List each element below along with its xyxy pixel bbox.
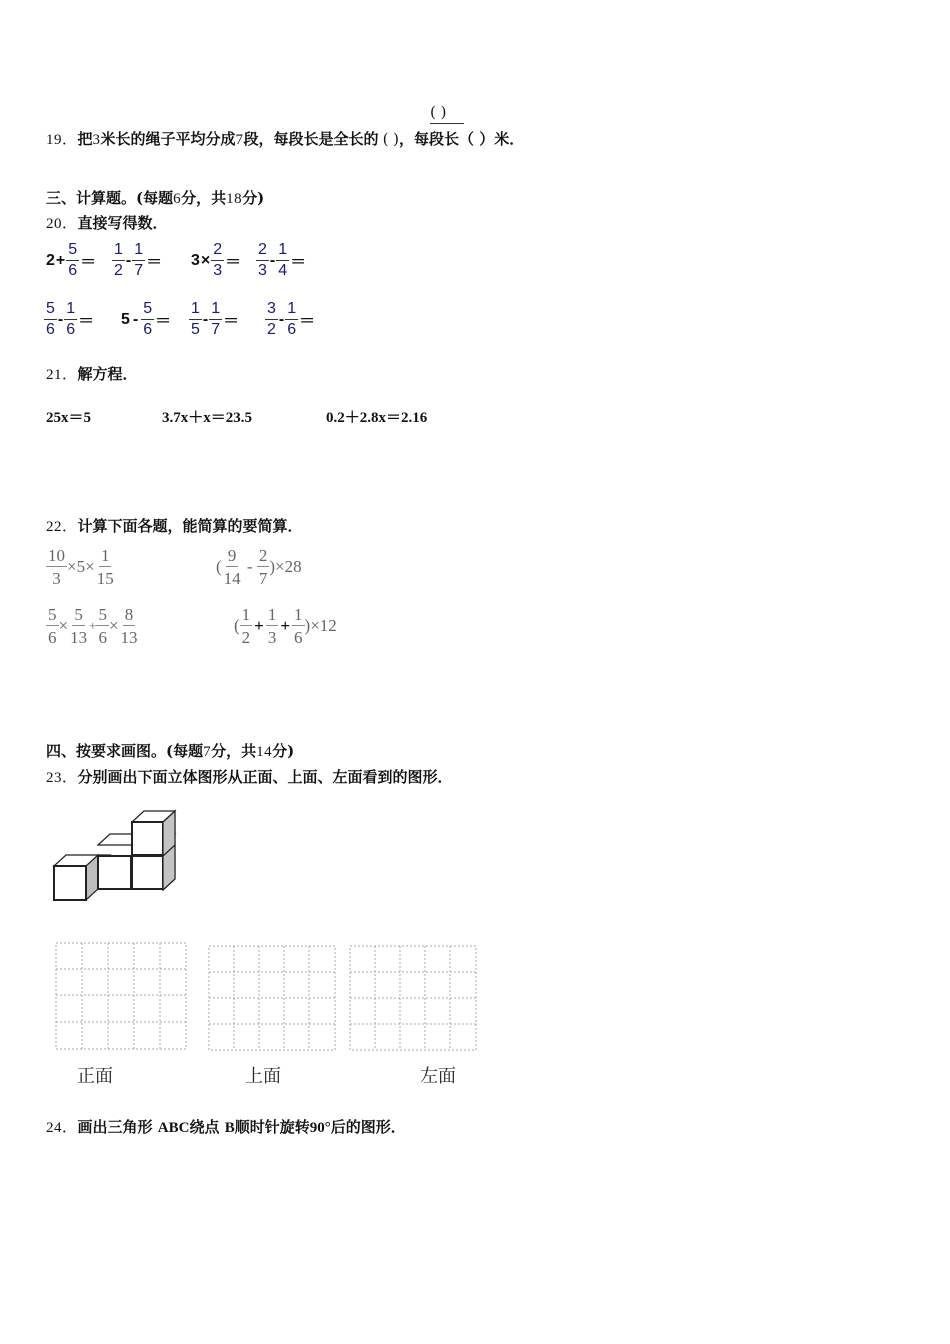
- section-4-heading: 四、按要求画图。(每题7分，共14分): [46, 742, 295, 760]
- cube-figure: [50, 808, 180, 904]
- q20-expr-1-4: $\frac{2}{3}$ - $\frac{1}{4}$ ＝: [258, 241, 307, 279]
- front-view-caption: 正面: [77, 1066, 113, 1086]
- top-view-caption: 上面: [245, 1066, 281, 1086]
- q22-problem-3: $\frac{5}{6}$ × $\frac{5}{13}$ + $\frac{5}{6}$ × $\frac{8}{13}$: [48, 605, 138, 647]
- q22-problem-2: ( $\frac{9}{14}$ - $\frac{2}{7}$ )×28: [216, 546, 302, 588]
- question-21: 21．解方程．: [46, 365, 138, 383]
- q19-fraction-bar: [430, 123, 464, 124]
- left-view-caption: 左面: [420, 1066, 456, 1086]
- q20-expr-1-3: 3 × $\frac{2}{3}$ ＝: [191, 241, 242, 279]
- q20-expr-2-3: $\frac{1}{5}$ - $\frac{1}{7}$ ＝: [191, 300, 240, 338]
- question-22: 22．计算下面各题，能简算的要简算．: [46, 517, 303, 535]
- q19-fraction-top: ( ): [430, 103, 447, 121]
- question-number: 19．: [46, 132, 78, 148]
- q20-expr-2-1: $\frac{5}{6}$ - $\frac{1}{6}$ ＝: [46, 300, 95, 338]
- question-23: 23．分别画出下面立体图形从正面、上面、左面看到的图形．: [46, 768, 453, 786]
- top-view-grid[interactable]: [208, 945, 336, 1051]
- question-20: 20．直接写得数．: [46, 214, 168, 232]
- q20-expr-1-1: 2 + $\frac{5}{6}$ ＝: [46, 241, 97, 279]
- q20-expr-2-4: $\frac{3}{2}$ - $\frac{1}{6}$ ＝: [267, 300, 316, 338]
- q22-problem-1: $\frac{10}{3}$ ×5× $\frac{1}{15}$: [48, 546, 114, 588]
- question-19: 19．把3米长的绳子平均分成7段，每段长是全长的 ( )，每段长（ ）米．: [46, 130, 525, 148]
- q20-expr-2-2: 5 - $\frac{5}{6}$ ＝: [121, 300, 172, 338]
- q21-equation-1: 25x＝5: [46, 410, 92, 426]
- q19-fraction-bottom: ( ): [382, 130, 400, 148]
- q21-equation-2: 3.7x＋x＝23.5: [162, 410, 253, 426]
- front-view-grid[interactable]: [55, 942, 187, 1050]
- q21-equation-3: 0.2＋2.8x＝2.16: [326, 410, 428, 426]
- q20-expr-1-2: $\frac{1}{2}$ - $\frac{1}{7}$ ＝: [114, 241, 163, 279]
- section-3-heading: 三、计算题。(每题6分，共18分): [46, 189, 265, 207]
- q22-problem-4: ( $\frac{1}{2}$ + $\frac{1}{3}$ + $\frac{1}{6}$ )×12: [234, 605, 337, 647]
- question-24: 24．画出三角形 ABC绕点 B顺时针旋转90°后的图形．: [46, 1118, 406, 1136]
- left-view-grid[interactable]: [349, 945, 477, 1051]
